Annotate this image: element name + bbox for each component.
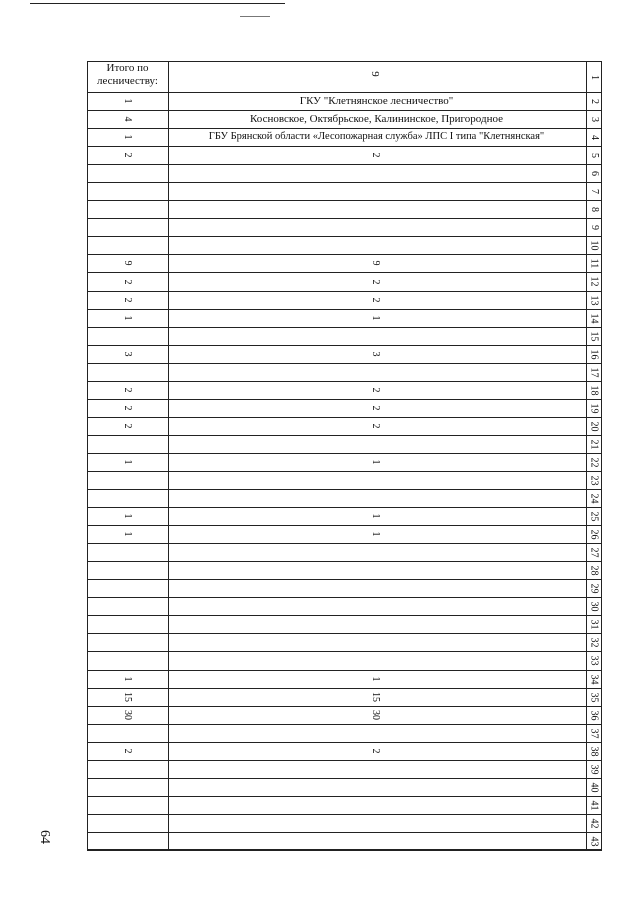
row-number-text: 41 — [588, 800, 600, 810]
value-cell: 1 — [370, 676, 381, 682]
row-number-text: 16 — [588, 349, 600, 359]
row-number-text: 33 — [588, 655, 600, 665]
row-number — [586, 236, 602, 254]
row-number-text: 28 — [588, 565, 600, 575]
row-number — [586, 345, 602, 363]
row-number — [586, 615, 602, 633]
row-number-text: 4 — [588, 134, 600, 140]
row-number — [586, 832, 602, 850]
row-number — [586, 742, 602, 760]
row-number — [586, 272, 602, 290]
row-number — [586, 381, 602, 399]
row-number — [586, 760, 602, 778]
fire-service-name: ГБУ Брянской области «Лесопожарная служба» ЛПС I типа "Клетнянская" — [208, 131, 545, 142]
row-number-text: 36 — [588, 710, 600, 720]
row-divider — [87, 182, 602, 183]
row-number-text: 38 — [588, 746, 600, 756]
row-divider — [87, 597, 602, 598]
row-number — [586, 146, 602, 164]
row-divider — [87, 724, 602, 725]
row-divider — [87, 291, 602, 292]
total-cell: 3 — [122, 351, 133, 357]
row-number-text: 17 — [588, 367, 600, 377]
row-number-text: 27 — [588, 547, 600, 557]
total-cell: 2 — [122, 152, 133, 158]
row-number — [586, 110, 602, 128]
value-cell: 3 — [370, 351, 381, 357]
row-divider — [87, 778, 602, 779]
row-divider — [87, 651, 602, 652]
row-number — [586, 507, 602, 525]
row-number-text: 29 — [588, 583, 600, 593]
row-number — [586, 489, 602, 507]
row-number — [586, 688, 602, 706]
total-cell: 9 — [122, 260, 133, 266]
row-number-text: 14 — [588, 313, 600, 323]
row-number-text: 3 — [588, 116, 600, 122]
row-divider — [87, 814, 602, 815]
row-divider — [87, 489, 602, 490]
value-cell: 2 — [370, 405, 381, 411]
row-divider — [87, 381, 602, 382]
row-number-text: 12 — [588, 276, 600, 286]
row-number — [586, 327, 602, 345]
value-cell: 1 — [370, 459, 381, 465]
header-value: 9 — [369, 71, 381, 77]
row-divider — [87, 633, 602, 634]
total-cell: 2 — [122, 279, 133, 285]
row-number — [586, 200, 602, 218]
row-number — [586, 706, 602, 724]
row-number-text: 6 — [588, 170, 600, 176]
total-cell: 2 — [122, 405, 133, 411]
row-number-text: 21 — [588, 439, 600, 449]
row-divider — [87, 832, 602, 833]
row-number-text: 26 — [588, 529, 600, 539]
row-divider — [87, 309, 602, 310]
value-cell: 1 — [370, 315, 381, 321]
total-cell: 1 — [122, 98, 133, 104]
row-divider — [87, 525, 602, 526]
value-cell: 2 — [370, 387, 381, 393]
total-cell: 1 — [122, 459, 133, 465]
row-divider — [87, 272, 602, 273]
row-divider — [87, 615, 602, 616]
row-number — [586, 363, 602, 381]
row-number — [586, 309, 602, 327]
row-number-text: 9 — [588, 224, 600, 230]
total-cell: 1 — [122, 134, 133, 140]
total-cell: 1 — [122, 513, 133, 519]
row-number — [586, 778, 602, 796]
row-divider — [87, 453, 602, 454]
row-number-text: 24 — [588, 493, 600, 503]
forestry-name: ГКУ "Клетнянское лесничество" — [299, 95, 454, 107]
scan-artifact-line — [240, 16, 270, 17]
row-number-text: 34 — [588, 674, 600, 684]
row-number — [586, 670, 602, 688]
document-table — [87, 61, 602, 850]
value-cell: 2 — [370, 279, 381, 285]
row-number-text: 18 — [588, 385, 600, 395]
total-cell: 2 — [122, 748, 133, 754]
row-divider — [87, 670, 602, 671]
value-cell: 2 — [370, 748, 381, 754]
value-cell: 2 — [370, 297, 381, 303]
row-number-text: 11 — [588, 258, 600, 268]
row-number — [586, 561, 602, 579]
row-number — [586, 399, 602, 417]
row-divider — [87, 561, 602, 562]
row-number-text: 8 — [588, 206, 600, 212]
row-number-text: 25 — [588, 511, 600, 521]
row-divider — [87, 254, 602, 255]
value-cell: 1 — [370, 513, 381, 519]
row-number — [586, 218, 602, 236]
total-cell: 15 — [122, 692, 133, 702]
total-cell: 2 — [122, 297, 133, 303]
row-number-text: 30 — [588, 601, 600, 611]
scan-artifact-line — [30, 3, 285, 4]
value-cell: 9 — [370, 260, 381, 266]
header-itogo-label: Итого по лесничеству: — [97, 62, 158, 87]
row-divider — [87, 579, 602, 580]
row-number — [586, 724, 602, 742]
district-list: Косновское, Октябрьское, Калининское, Пригородное — [250, 113, 503, 125]
row-divider — [87, 507, 602, 508]
row-number — [586, 579, 602, 597]
row-number — [586, 814, 602, 832]
row-number-text: 39 — [588, 764, 600, 774]
row-divider — [87, 850, 602, 851]
row-number-text: 5 — [588, 152, 600, 158]
row-number-text: 20 — [588, 421, 600, 431]
row-divider — [87, 742, 602, 743]
row-number-text: 43 — [588, 836, 600, 846]
row-number-text: 23 — [588, 475, 600, 485]
row-number-text: 13 — [588, 295, 600, 305]
row-number — [586, 796, 602, 814]
row-divider — [87, 327, 602, 328]
row-number-text: 37 — [588, 728, 600, 738]
row-number-text: 42 — [588, 818, 600, 828]
row-number — [586, 543, 602, 561]
row-number — [586, 471, 602, 489]
total-cell: 1 — [122, 531, 133, 537]
row-number — [586, 435, 602, 453]
row-number-text: 2 — [588, 98, 600, 104]
value-cell: 15 — [370, 692, 381, 702]
row-divider — [87, 399, 602, 400]
column-divider — [168, 62, 169, 849]
total-cell: 1 — [122, 315, 133, 321]
row-number — [586, 651, 602, 669]
row-divider — [87, 471, 602, 472]
row-number-text: 31 — [588, 619, 600, 629]
total-cell: 4 — [122, 116, 133, 122]
row-divider — [87, 760, 602, 761]
row-number-text: 35 — [588, 692, 600, 702]
row-divider — [87, 543, 602, 544]
row-divider — [87, 200, 602, 201]
row-divider — [87, 417, 602, 418]
row-divider — [87, 128, 602, 129]
row-number-text: 32 — [588, 637, 600, 647]
row-number-text: 10 — [588, 240, 600, 250]
value-cell: 2 — [370, 152, 381, 158]
row-divider — [87, 146, 602, 147]
row-divider — [87, 435, 602, 436]
value-cell: 1 — [370, 531, 381, 537]
row-number — [586, 254, 602, 272]
row-number — [586, 92, 602, 110]
row-number — [586, 182, 602, 200]
row-number-text: 40 — [588, 782, 600, 792]
total-cell: 30 — [122, 710, 133, 720]
row-divider — [87, 706, 602, 707]
row-divider — [87, 92, 602, 93]
row-number-text: 7 — [588, 188, 600, 194]
row-divider — [87, 363, 602, 364]
row-divider — [87, 688, 602, 689]
row-number — [586, 525, 602, 543]
row-divider — [87, 164, 602, 165]
row-divider — [87, 345, 602, 346]
value-cell: 30 — [370, 710, 381, 720]
row-number-text: 22 — [588, 457, 600, 467]
row-divider — [87, 796, 602, 797]
row-divider — [87, 218, 602, 219]
value-cell: 2 — [370, 423, 381, 429]
row-number — [586, 453, 602, 471]
total-cell: 2 — [122, 423, 133, 429]
row-number: 1 — [588, 74, 600, 80]
row-divider — [87, 236, 602, 237]
row-divider — [87, 110, 602, 111]
row-number — [586, 597, 602, 615]
total-cell: 2 — [122, 387, 133, 393]
row-number — [586, 164, 602, 182]
row-number-text: 15 — [588, 331, 600, 341]
row-number-text: 19 — [588, 403, 600, 413]
row-number — [586, 291, 602, 309]
row-number — [586, 417, 602, 435]
total-cell: 1 — [122, 676, 133, 682]
row-number — [586, 128, 602, 146]
row-number — [586, 633, 602, 651]
page-number: 64 — [37, 830, 52, 844]
